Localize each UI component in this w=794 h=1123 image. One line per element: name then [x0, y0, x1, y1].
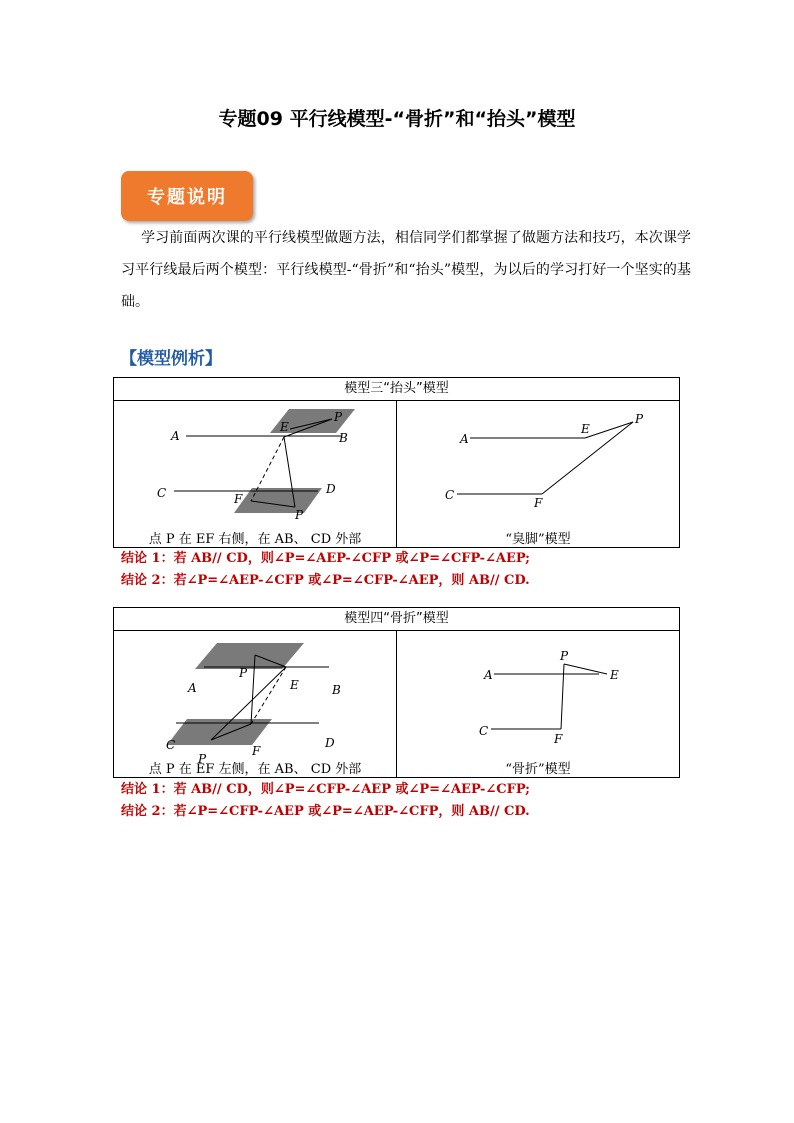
label-b: B [332, 683, 341, 697]
label-a: A [188, 681, 197, 695]
label-f: F [534, 496, 543, 510]
label-d: D [326, 482, 336, 496]
model3-left-diagram [114, 401, 396, 547]
label-p-bottom: P [295, 508, 304, 522]
topic-badge: 专题说明 [121, 171, 253, 221]
model4-table [113, 607, 680, 778]
line-pe [564, 664, 607, 674]
label-d: D [325, 736, 335, 750]
model4-right-diagram [397, 631, 679, 777]
model3-right-diagram [397, 401, 679, 547]
model3-table [113, 377, 680, 548]
line-ep [585, 422, 633, 438]
label-a: A [460, 432, 469, 446]
page-title: 专题09 平行线模型-“骨折”和“抬头”模型 [218, 108, 576, 130]
model3-right-caption: “臭脚”模型 [505, 532, 571, 547]
model3-conclusion-1: 结论 1：若 AB// CD，则∠P=∠AEP-∠CFP 或∠P=∠CFP-∠AEP; [121, 551, 530, 566]
plane-bottom [234, 488, 322, 513]
label-p: P [635, 412, 644, 426]
label-c: C [157, 486, 167, 500]
label-f: F [234, 492, 243, 506]
label-f: F [252, 744, 261, 758]
model4-conclusion-2: 结论 2：若∠P=∠CFP-∠AEP 或∠P=∠AEP-∠CFP，则 AB// CD. [121, 804, 530, 819]
model4-left-caption: 点 P 在 EF 左侧，在 AB、 CD 外部 [148, 762, 362, 777]
model4-right-figure [397, 631, 679, 777]
label-b: B [339, 431, 348, 445]
label-p-bottom: P [198, 752, 207, 766]
model3-body [114, 401, 679, 547]
label-c: C [479, 724, 489, 738]
label-p-top: P [334, 410, 343, 424]
model3-left-caption: 点 P 在 EF 右侧，在 AB、 CD 外部 [148, 532, 362, 547]
section-heading: 【模型例析】 [120, 349, 222, 369]
label-a: A [171, 429, 180, 443]
model4-header: 模型四“骨折”模型 [114, 608, 679, 631]
label-p-top: P [239, 666, 248, 680]
model4-conclusion-1: 结论 1：若 AB// CD，则∠P=∠CFP-∠AEP 或∠P=∠AEP-∠CFP; [121, 782, 530, 797]
plane-top [195, 643, 304, 669]
label-e: E [280, 420, 289, 434]
label-p: P [560, 649, 569, 663]
label-e: E [610, 668, 619, 682]
model4-body [114, 631, 679, 777]
model3-left-figure [114, 401, 397, 547]
label-e: E [290, 678, 299, 692]
model4-left-figure [114, 631, 397, 777]
label-f: F [554, 732, 563, 746]
label-a: A [484, 668, 493, 682]
intro-paragraph: 学习前面两次课的平行线模型做题方法，相信同学们都掌握了做题方法和技巧，本次课学习平行线最后两个模型：平行线模型-“骨折”和“抬头”模型，为以后的学习打好一个坚实的基础。 [121, 230, 691, 310]
model3-conclusion-2: 结论 2：若∠P=∠AEP-∠CFP 或∠P=∠CFP-∠AEP，则 AB// CD. [121, 573, 530, 588]
label-e: E [581, 422, 590, 436]
model3-header: 模型三“抬头”模型 [114, 378, 679, 401]
label-c: C [445, 488, 455, 502]
model4-left-diagram [114, 631, 396, 777]
label-c: C [166, 738, 176, 752]
model3-right-figure [397, 401, 679, 547]
model4-right-caption: “骨折”模型 [505, 762, 571, 777]
